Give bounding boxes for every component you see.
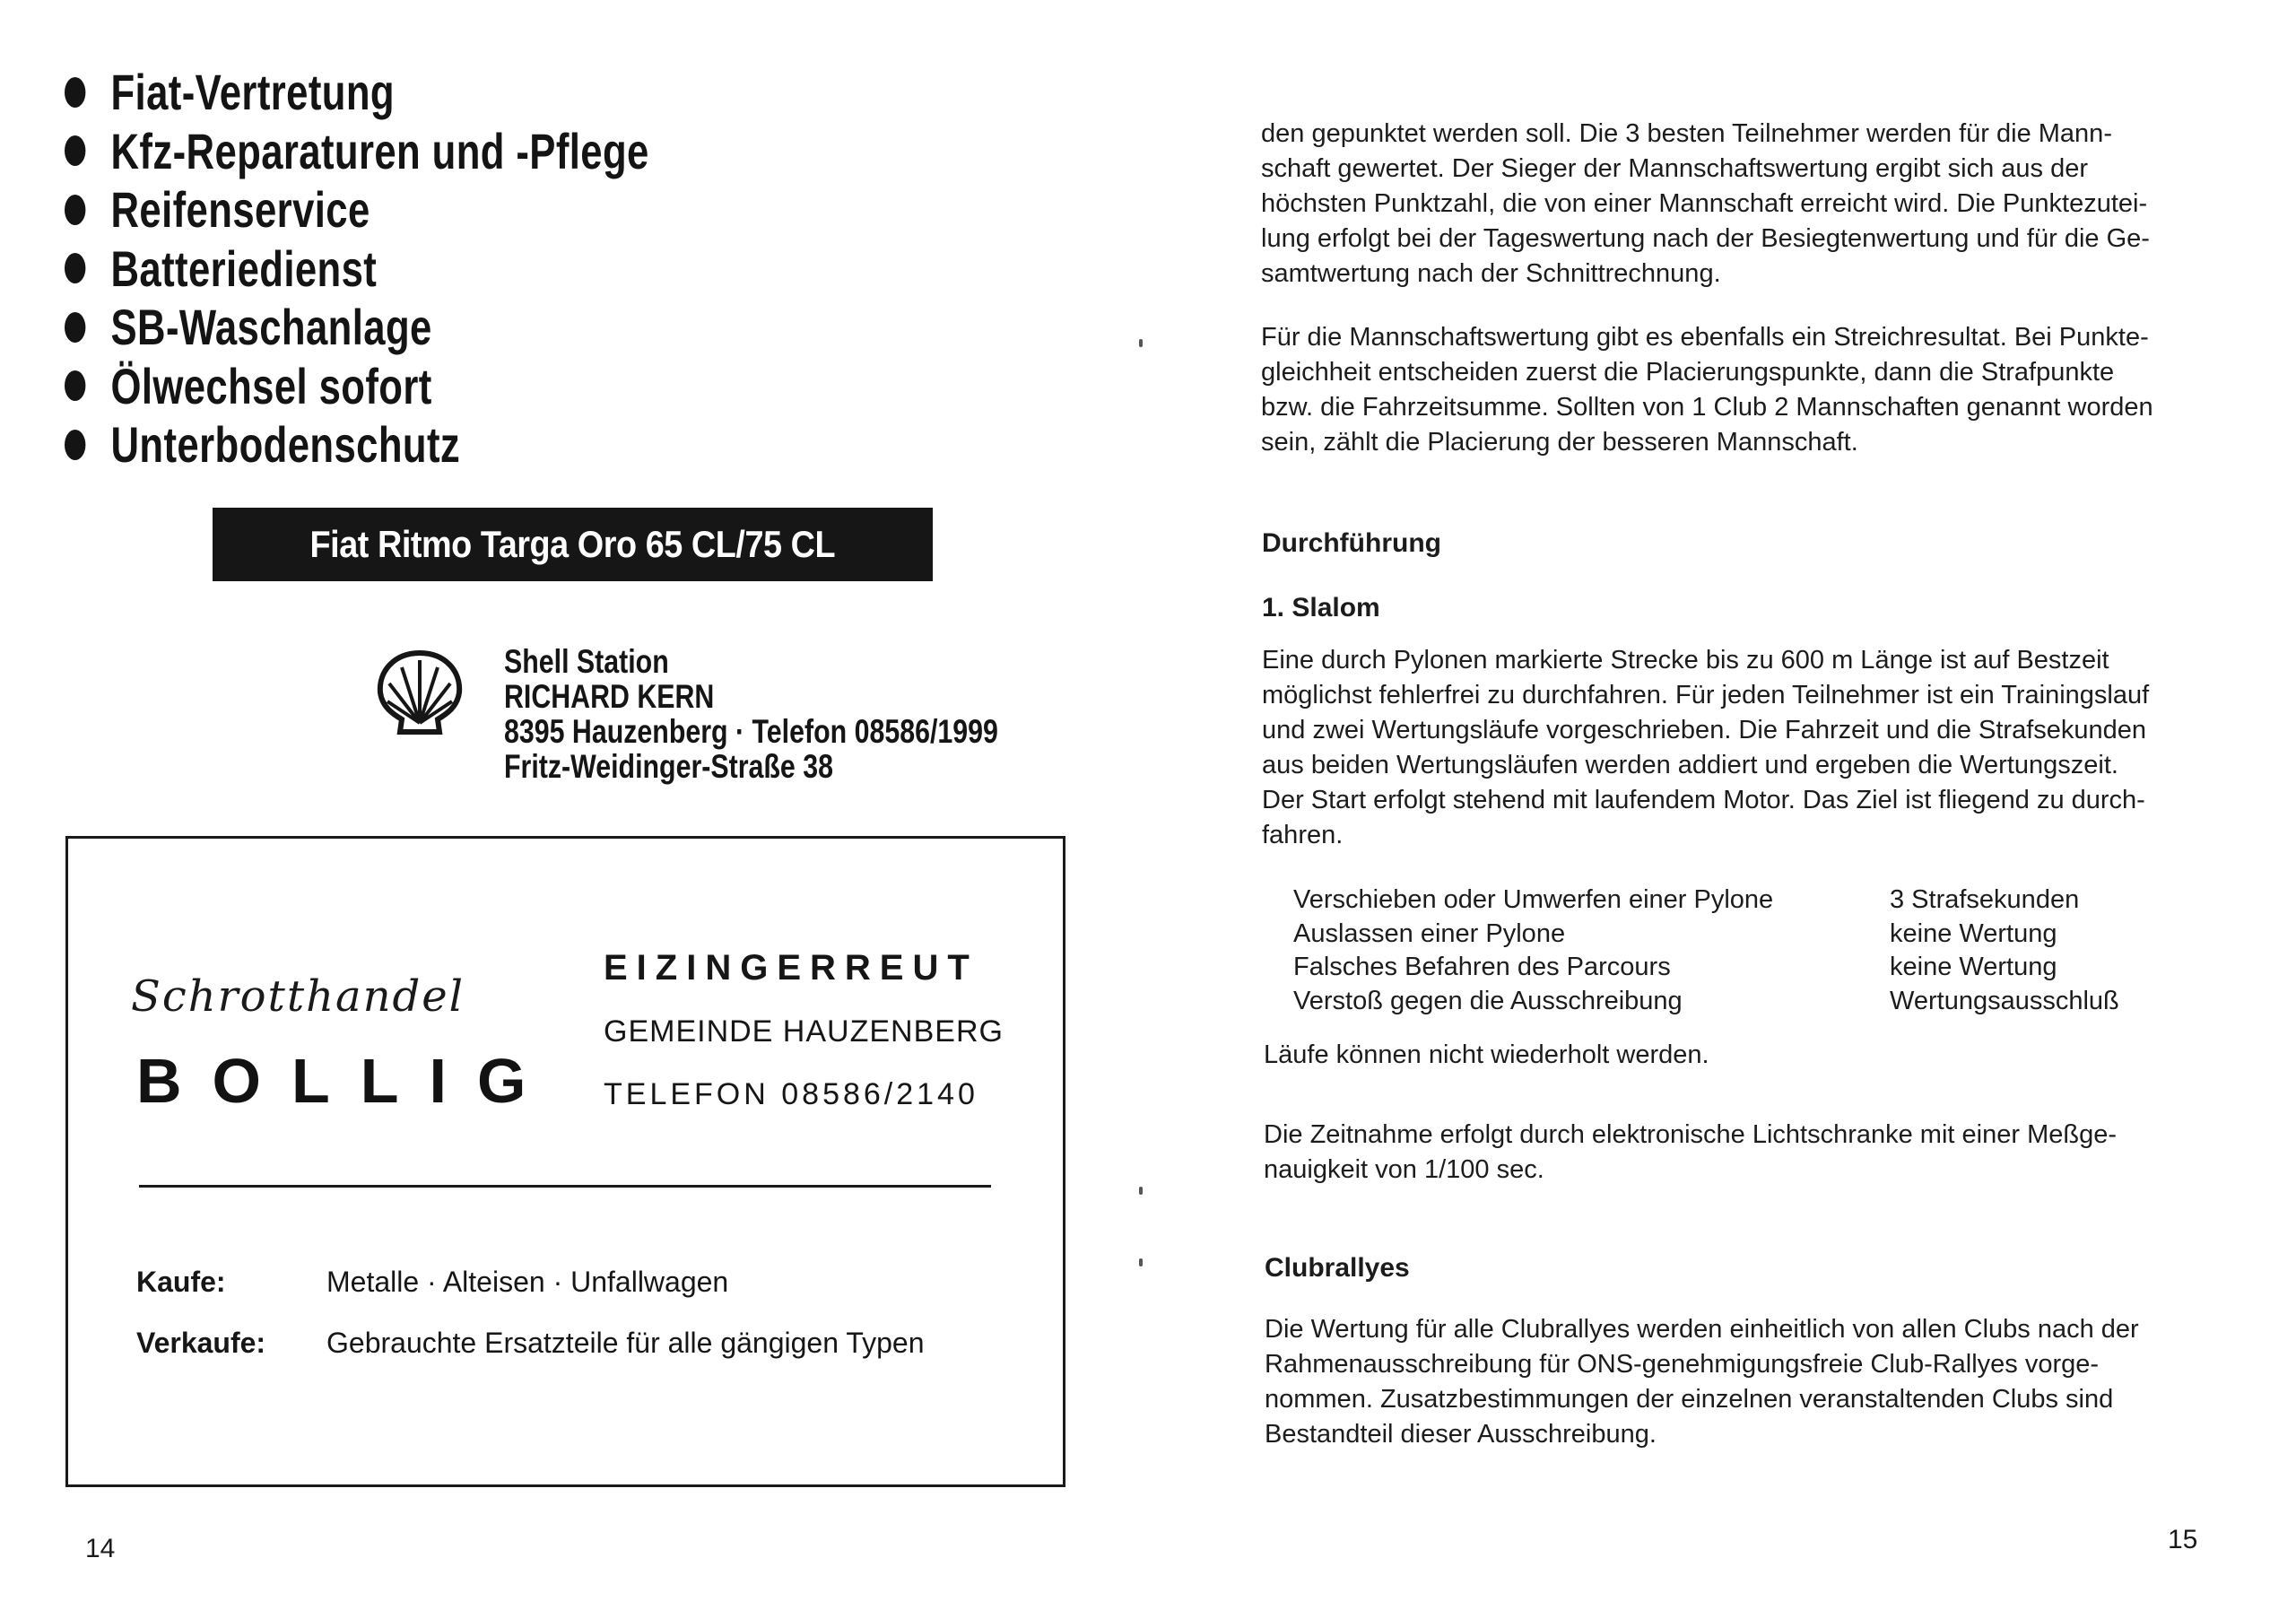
text-line: Die Wertung für alle Clubrallyes werden einheitlich von allen Clubs nach der xyxy=(1265,1315,2139,1344)
text-line: fahren. xyxy=(1262,821,1344,849)
service-list xyxy=(65,63,814,474)
paragraph-team-scoring xyxy=(1261,117,2296,292)
text-line: Bestandteil dieser Ausschreibung. xyxy=(1265,1420,1657,1449)
fiat-ritmo-banner xyxy=(213,508,933,581)
text-line: lung erfolgt bei der Tageswertung nach der Besiegtenwertung und für die Ge- xyxy=(1261,224,2150,253)
ad-row-label: Verkaufe: xyxy=(136,1327,266,1359)
bollig-advertisement xyxy=(65,836,1065,1487)
text-line: bzw. die Fahrzeitsumme. Sollten von 1 Club 2 Mannschaften genannt worden xyxy=(1261,393,2153,422)
text-line: Der Start erfolgt stehend mit laufendem Motor. Das Ziel ist fliegend zu durch- xyxy=(1262,786,2145,814)
paragraph-slalom xyxy=(1262,643,2296,853)
ad-row-value: Metalle · Alteisen · Unfallwagen xyxy=(326,1266,729,1298)
paragraph-timing xyxy=(1264,1118,2296,1188)
list-item: SB-Waschanlage xyxy=(65,298,649,357)
ad-row-kaufe xyxy=(136,1266,728,1299)
ad-phone: TELEFON 08586/2140 xyxy=(604,1077,978,1111)
banner-text: Fiat Ritmo Targa Oro 65 CL/75 CL xyxy=(309,523,836,565)
text-line: und zwei Wertungsläufe vorgeschrieben. Die Fahrzeit und die Strafsekunden xyxy=(1262,716,2147,744)
bullet-icon xyxy=(65,312,85,343)
divider xyxy=(139,1185,991,1188)
ad-company-name: BOLLIG xyxy=(136,1046,557,1116)
bullet-icon xyxy=(65,430,85,460)
text-line: Rahmenausschreibung für ONS-genehmigungsfreie Club-Rallyes vorge- xyxy=(1265,1350,2100,1379)
penalty-value: keine Wertung xyxy=(1890,953,2057,981)
bullet-icon xyxy=(65,195,85,225)
ad-place: EIZINGERREUT xyxy=(604,948,978,988)
text-line: nommen. Zusatzbestimmungen der einzelnen veranstaltenden Clubs sind xyxy=(1265,1385,2114,1414)
text-line: möglichst fehlerfrei zu durchfahren. Für jeden Teilnehmer ist ein Trainingslauf xyxy=(1262,681,2150,709)
bullet-icon xyxy=(65,253,85,283)
ad-row-value: Gebrauchte Ersatzteile für alle gängigen Typen xyxy=(326,1327,925,1359)
ad-script-title: Schrotthandel xyxy=(131,971,465,1022)
penalty-offense: Verschieben oder Umwerfen einer Pylone xyxy=(1293,885,1774,914)
shell-line: Shell Station xyxy=(504,643,669,680)
table-row xyxy=(1293,883,2119,918)
shell-line: 8395 Hauzenberg · Telefon 08586/1999 xyxy=(504,713,998,750)
ad-row-verkaufe xyxy=(136,1327,925,1360)
list-item: Unterbodenschutz xyxy=(65,415,649,474)
text-line: gleichheit entscheiden zuerst die Placierungspunkte, dann die Strafpunkte xyxy=(1261,358,2115,387)
shell-line: RICHARD KERN xyxy=(504,678,715,715)
paragraph-clubrallyes xyxy=(1265,1312,2296,1452)
penalty-value: keine Wertung xyxy=(1890,918,2057,948)
heading-durchfuehrung: Durchführung xyxy=(1262,528,1441,558)
paragraph-team-tiebreak xyxy=(1261,320,2296,460)
penalty-offense: Auslassen einer Pylone xyxy=(1293,918,1566,948)
shell-logo-icon xyxy=(375,648,465,737)
shell-station-address xyxy=(504,644,998,784)
table-row xyxy=(1293,918,2119,952)
gutter-speck xyxy=(1139,1187,1143,1195)
text-line: nauigkeit von 1/100 sec. xyxy=(1264,1155,1544,1184)
text-line: sein, zählt die Placierung der besseren Mannschaft. xyxy=(1261,428,1858,457)
gutter-speck xyxy=(1139,1258,1143,1266)
text-line: samtwertung nach der Schnittrechnung. xyxy=(1261,259,1721,288)
bullet-icon xyxy=(65,135,85,166)
table-row xyxy=(1293,985,2119,1019)
list-item: Ölwechsel sofort xyxy=(65,357,649,416)
table-row xyxy=(1293,951,2119,985)
bullet-icon xyxy=(65,370,85,401)
penalty-offense: Falsches Befahren des Parcours xyxy=(1293,953,1671,981)
penalty-value: Wertungsausschluß xyxy=(1890,986,2119,1015)
heading-slalom: 1. Slalom xyxy=(1262,593,1380,622)
text-line: höchsten Punktzahl, die von einer Mannschaft erreicht wird. Die Punktezutei- xyxy=(1261,189,2148,218)
text-line: Eine durch Pylonen markierte Strecke bis zu 600 m Länge ist auf Bestzeit xyxy=(1262,646,2109,675)
penalty-offense: Verstoß gegen die Ausschreibung xyxy=(1293,986,1683,1015)
penalty-table xyxy=(1293,883,2119,1018)
heading-clubrallyes: Clubrallyes xyxy=(1265,1253,1410,1283)
shell-line: Fritz-Weidinger-Straße 38 xyxy=(504,748,833,785)
gutter-speck xyxy=(1139,339,1143,347)
bullet-icon xyxy=(65,77,85,108)
ad-gemeinde: GEMEINDE HAUZENBERG xyxy=(604,1014,1004,1049)
list-item: Reifenservice xyxy=(65,180,649,239)
right-page xyxy=(1148,0,2296,1619)
text-line: aus beiden Wertungsläufen werden addiert und ergeben die Wertungszeit. xyxy=(1262,751,2118,779)
penalty-value: 3 Strafsekunden xyxy=(1890,885,2080,914)
text-line: Für die Mannschaftswertung gibt es ebenfalls ein Streichresultat. Bei Punkte- xyxy=(1261,323,2149,352)
ad-row-label: Kaufe: xyxy=(136,1266,226,1298)
text-line: Die Zeitnahme erfolgt durch elektronische Lichtschranke mit einer Meßge- xyxy=(1264,1120,2117,1149)
page-number: 14 xyxy=(85,1534,116,1563)
page-number: 15 xyxy=(2168,1525,2198,1554)
text-line: den gepunktet werden soll. Die 3 besten Teilnehmer werden für die Mann- xyxy=(1261,119,2112,148)
text-line: schaft gewertet. Der Sieger der Mannschaftswertung ergibt sich aus der xyxy=(1261,154,2089,183)
list-item: Batteriedienst xyxy=(65,239,649,299)
list-item: Kfz-Reparaturen und -Pflege xyxy=(65,122,649,181)
note-no-repeat: Läufe können nicht wiederholt werden. xyxy=(1264,1040,1709,1069)
list-item: Fiat-Vertretung xyxy=(65,63,649,122)
